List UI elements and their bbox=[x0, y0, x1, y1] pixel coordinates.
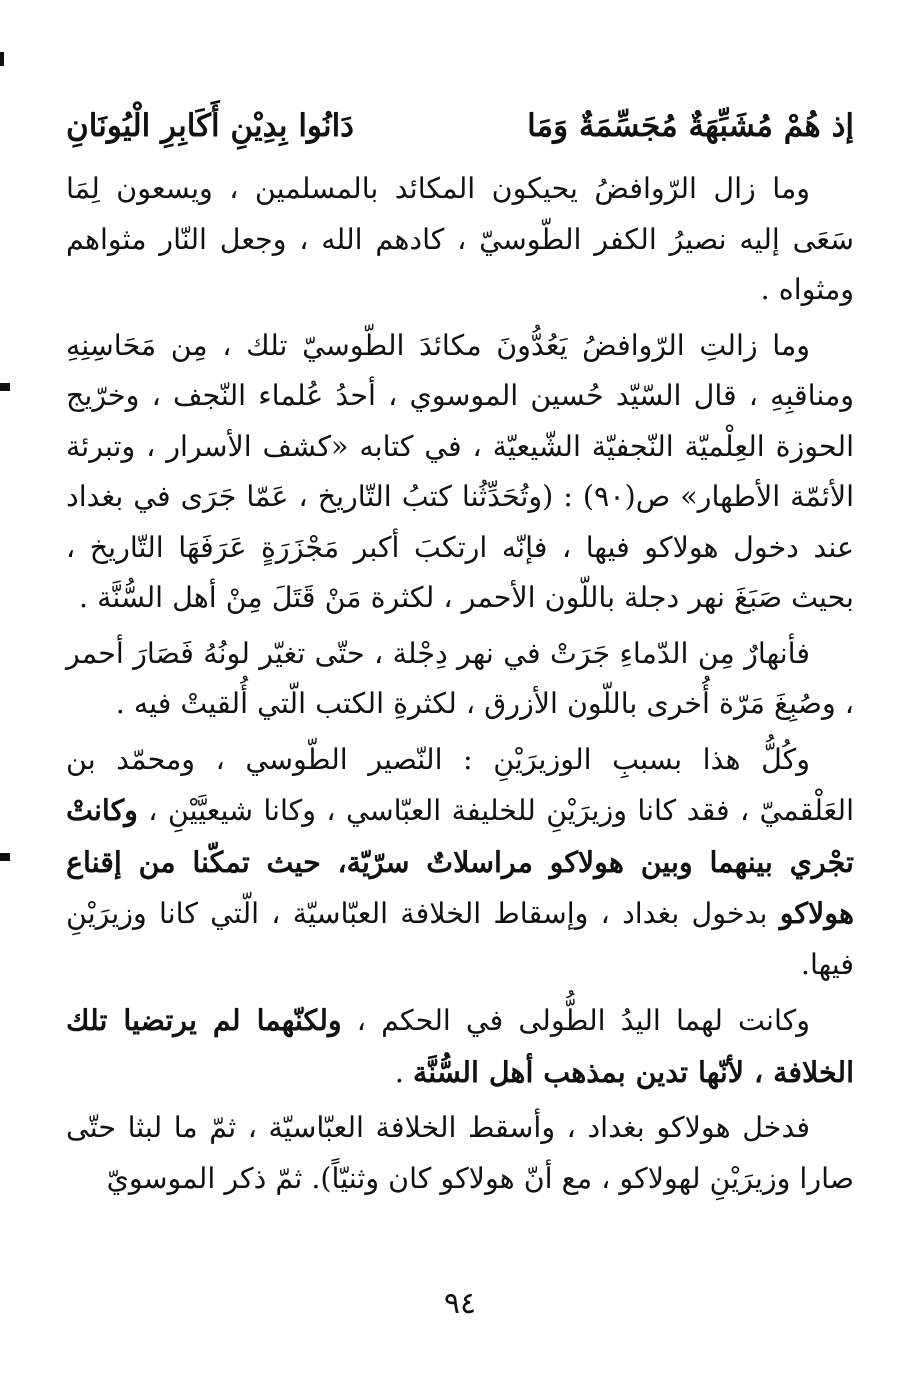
bold-phrase: ولكنّهما لم يرتضيا تلك الخلافة ، لأنّها تدين بمذهب أهل السُّنَّة bbox=[66, 1003, 854, 1089]
body-text bbox=[66, 164, 854, 1209]
paragraph: فأنهارٌ مِن الدّماءِ جَرَتْ في نهر دِجْلة ، حتّى تغيّر لونُهُ فَصَارَ أحمر ، وصُبِغَ مَرّة أُخرى باللّون الأزرق ، لكثرةِ الكتب الّتي أُلقيتْ فيه . bbox=[66, 636, 854, 720]
bold-phrase: وكانتْ تجْري بينهما وبين هولاكو مراسلاتٌ سرّيّة، حيث تمكّنا من إقناع هولاكو bbox=[66, 793, 854, 930]
paragraph: وما زالتِ الرّوافضُ يَعُدُّونَ مكائدَ الطّوسيّ تلك ، مِن مَحَاسِنِهِ ومناقبِهِ ، قال السّيّد حُسين الموسوي ، أحدُ عُلماء النّجف ، وخرّيج الحوزة العِلْميّة النّجفيّة الشّيعيّة ، في كتابه «كشف الأسرار ، وتبرئة الأئمّة الأطهار» ص(٩٠) : (وتُحَدِّثُنا كتبُ التّاريخ ، عَمّا جَرَى في بغداد عند دخول هولاكو فيها ، فإنّه ارتكبَ أكبر مَجْزَرَةٍ عَرَفَهَا التّاريخ ، بحيث صَبَغَ نهر دجلة باللّون الأحمر ، لكثرة مَنْ قَتَلَ مِنْ أهل السُّنَّة . bbox=[66, 328, 854, 614]
paragraph: فدخل هولاكو بغداد ، وأسقط الخلافة العبّاسيّة ، ثمّ ما لبثا حتّى صارا وزيرَيْنِ لهولاكو ، مع أنّ هولاكو كان وثنيّاً). ثمّ ذكر الموسويّ bbox=[66, 1111, 854, 1195]
poetry-verse bbox=[66, 100, 854, 160]
verse-hemistich-first: إذ هُمْ مُشَبِّهَةٌ مُجَسِّمَةٌ وَمَا bbox=[527, 108, 854, 144]
paragraph bbox=[66, 995, 854, 1098]
scan-edge-mark bbox=[0, 52, 4, 66]
verse-hemistich-second: دَانُوا بِدِيْنِ أَكَابِرِ الْيُونَانِ bbox=[66, 108, 354, 144]
page-number: ٩٤ bbox=[443, 1286, 477, 1321]
paragraph-text: وكُلُّ هذا بسببِ الوزيرَيْنِ : النّصير الطّوسي ، ومحمّد بن العَلْقميّ ، فقد كانا وزيرَيْنِ للخليفة العبّاسي ، وكانا شيعيَّيْنِ ، bbox=[66, 742, 854, 827]
paragraph bbox=[66, 735, 854, 991]
paragraph-text: . bbox=[394, 1055, 413, 1089]
scan-edge-mark bbox=[0, 853, 10, 861]
paragraph-text: وكانت لهما اليدُ الطُّولى في الحكم ، bbox=[341, 1004, 810, 1037]
scan-edge-mark bbox=[0, 383, 10, 391]
paragraph-text: بدخول بغداد ، وإسقاط الخلافة العبّاسيّة ، الّتي كانا وزيرَيْنِ فيها. bbox=[66, 897, 854, 981]
paragraph: وما زال الرّوافضُ يحيكون المكائد بالمسلمين ، ويسعون لِمَا سَعَى إليه نصيرُ الكفر الطّوسيّ ، كادهم الله ، وجعل النّار مثواهم ومثواه . bbox=[66, 172, 854, 306]
